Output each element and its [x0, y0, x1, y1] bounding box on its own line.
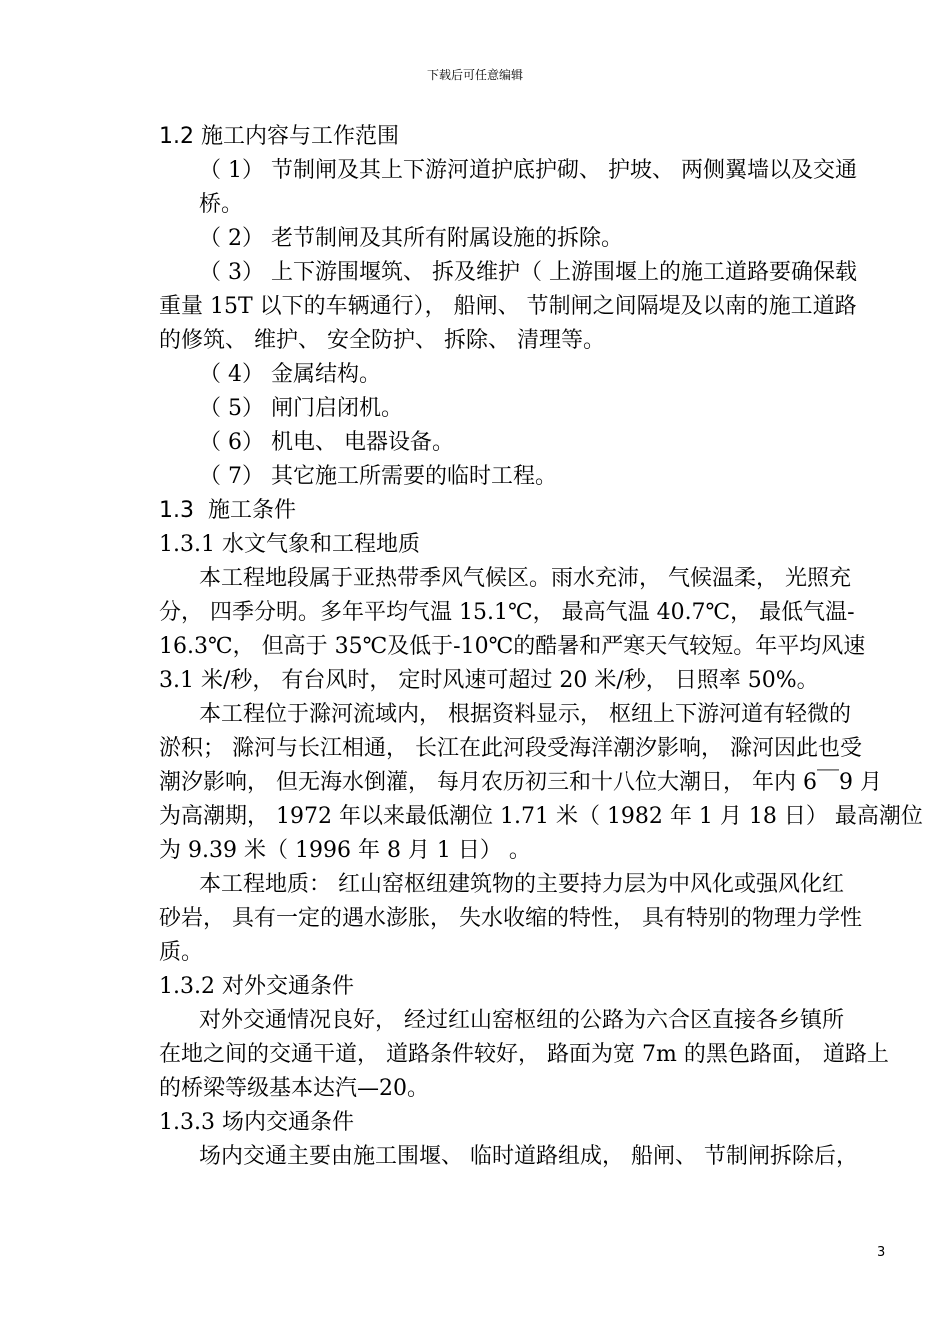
text-line: 1.3.1 水文气象和工程地质	[159, 532, 420, 557]
text-line: 场内交通主要由施工围堰、 临时道路组成， 船闸、 节制闸拆除后，	[199, 1144, 858, 1169]
text-line: （ 4） 金属结构。	[199, 362, 381, 387]
text-line: 质。	[159, 940, 204, 965]
text-line: 淤积； 滁河与长江相通， 长江在此河段受海洋潮汐影响， 滁河因此也受	[159, 736, 862, 761]
text-line: 在地之间的交通干道， 道路条件较好， 路面为宽 7m 的黑色路面， 道路上	[159, 1042, 889, 1067]
text-line: 1.3.2 对外交通条件	[159, 974, 354, 999]
page-number: 3	[877, 1245, 886, 1260]
text-line: 砂岩， 具有一定的遇水澎胀， 失水收缩的特性， 具有特别的物理力学性	[159, 906, 862, 931]
text-line: 本工程地质： 红山窑枢纽建筑物的主要持力层为中风化或强风化红	[199, 872, 844, 897]
text-line: 16.3℃， 但高于 35℃及低于-10℃的酷暑和严寒天气较短。年平均风速	[159, 634, 866, 659]
document-body	[159, 120, 923, 1174]
text-line: （ 5） 闸门启闭机。	[199, 396, 403, 421]
text-line: 分， 四季分明。多年平均气温 15.1℃， 最高气温 40.7℃， 最低气温-	[159, 600, 855, 625]
text-line: 重量 15T 以下的车辆通行）， 船闸、 节制闸之间隔堤及以南的施工道路	[159, 294, 857, 319]
text-line: （ 6） 机电、 电器设备。	[199, 430, 454, 455]
text-line: 为 9.39 米（ 1996 年 8 月 1 日） 。	[159, 838, 531, 863]
text-line: （ 3） 上下游围堰筑、 拆及维护（ 上游围堰上的施工道路要确保载	[199, 260, 857, 285]
section-heading: 1.2 施工内容与工作范围	[159, 124, 399, 149]
page-header: 下载后可任意编辑	[426, 68, 523, 82]
text-line: 1.3.3 场内交通条件	[159, 1110, 354, 1135]
text-line: 本工程地段属于亚热带季风气候区。雨水充沛， 气候温柔， 光照充	[199, 566, 851, 591]
text-line: 3.1 米/秒， 有台风时， 定时风速可超过 20 米/秒， 日照率 50%。	[159, 668, 819, 693]
text-line: 为高潮期， 1972 年以来最低潮位 1.71 米（ 1982 年 1 月 18 日） 最高潮位	[159, 804, 923, 829]
text-line: 潮汐影响， 但无海水倒灌， 每月农历初三和十八位大潮日， 年内 6￣9 月	[159, 770, 882, 795]
text-line: （ 7） 其它施工所需要的临时工程。	[199, 464, 557, 489]
text-line: 本工程位于滁河流域内， 根据资料显示， 枢纽上下游河道有轻微的	[199, 702, 851, 727]
text-line: （ 2） 老节制闸及其所有附属设施的拆除。	[199, 226, 623, 251]
section-heading: 1.3 施工条件	[159, 498, 296, 523]
text-line: 的修筑、 维护、 安全防护、 拆除、 清理等。	[159, 328, 605, 353]
text-line: 的桥梁等级基本达汽—20。	[159, 1076, 429, 1101]
text-line: 桥。	[199, 192, 244, 217]
text-line: 对外交通情况良好， 经过红山窑枢纽的公路为六合区直接各乡镇所	[199, 1008, 844, 1033]
text-line: （ 1） 节制闸及其上下游河道护底护砌、 护坡、 两侧翼墙以及交通	[199, 158, 857, 183]
